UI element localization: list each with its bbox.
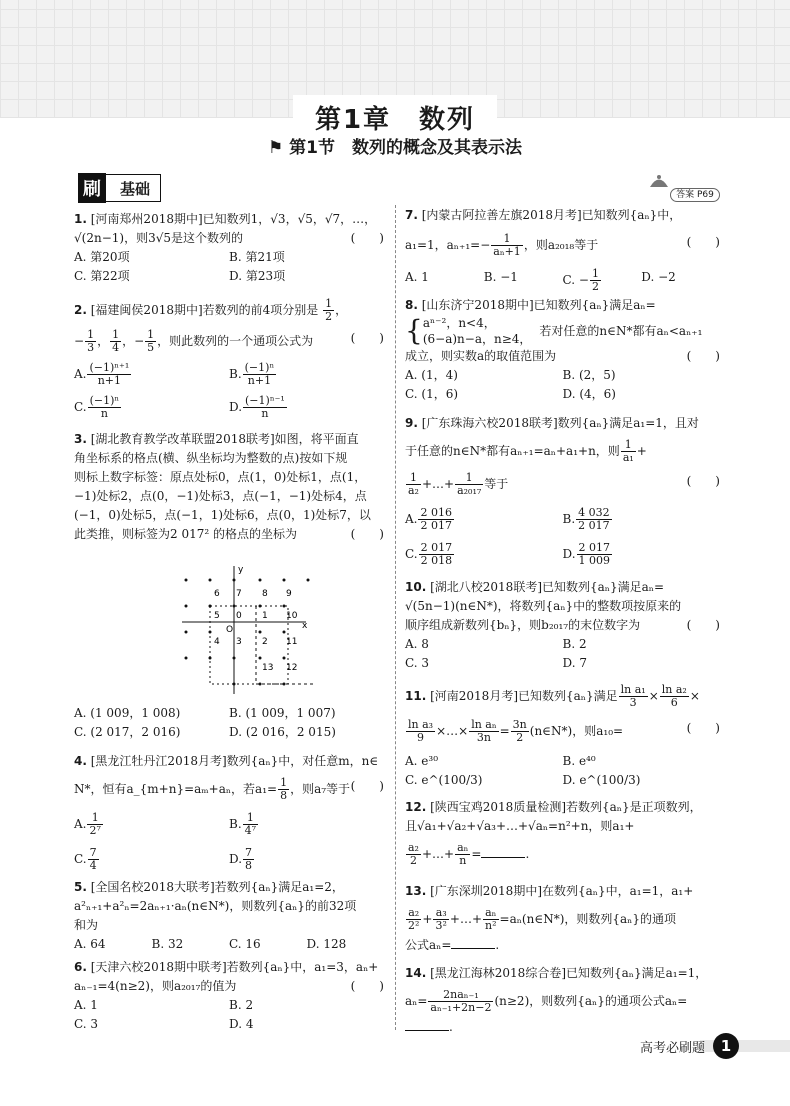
svg-text:O: O <box>226 625 234 635</box>
book-title: 高考必刷题 <box>640 1040 706 1056</box>
question-6: 6. [天津六校2018期中联考]若数列{aₙ}中，a₁=3，aₙ+ aₙ₋₁=4(n≥2)，则a₂₀₁₇的值为 ( ) A. 1 B. 2 C. 3 D. 4 <box>74 960 384 1031</box>
bell-icon <box>646 172 672 190</box>
question-1: 1. [河南郑州2018期中]已知数列1，√3，√5，√7，…， √(2n−1)，则3√5是这个数列的 ( ) A. 第20项 B. 第21项 C. 第22项 D. 第23项 <box>74 212 384 283</box>
chapter-title: 第1章 数列 <box>0 95 790 140</box>
badge-mark: 刷 <box>78 173 106 203</box>
question-13: 13. [广东深圳2018期中]在数列{aₙ}中，a₁=1，a₁+ $\frac{\text{a₂}}{\text{2²}}$ + $\frac{\text{a₃}}{\text{3²}}$ +…+ $\frac{\text{aₙ}}{\text{n²}}$ =aₙ(n∈N*)，则数列{aₙ}的通项 公式aₙ= . <box>405 884 694 952</box>
question-2: 2. [福建闽侯2018期中]若数列的前4项分别是 $\frac{1}{2}$ ， − $\frac{1}{3}$ ， $\frac{1}{4}$ ，− $\frac{1}{5}$ ，则此数列的一个通项公式为 ( ) A. $\frac{\text{(−1)ⁿ⁺¹}}{n+1}$ B. $\frac{\text{(−1)ⁿ}}{n+1}$ C. $\frac{\text{(−1)ⁿ}}{n}$ D. $\frac{\text{(−1)ⁿ⁻¹}}{n}$ <box>74 297 384 420</box>
question-9: 9. [广东珠海六校2018联考]数列{aₙ}满足a₁=1，且对 于任意的n∈N*都有aₙ₊₁=aₙ+a₁+n，则 $\frac{1}{\text{a₁}}$ + $\frac{1}{\text{a₂}}$ +…+ $\frac{1}{\text{a₂₀₁₇}}$ 等于 ( ) A. $\frac{2 016}{2 017}$ B. $\frac{4 032}{2 017}$ C. $\frac{2 017}{2 018}$ D. $\frac{2 017}{1 009}$ <box>405 416 720 567</box>
svg-text:7: 7 <box>236 589 242 599</box>
answer-reference: 答案 P69 <box>670 188 720 202</box>
question-7: 7. [内蒙古阿拉善左旗2018月考]已知数列{aₙ}中， a₁=1，aₙ₊₁=− $\frac{1}{\text{aₙ+1}}$ ，则a₂₀₁₈等于 ( ) A. 1 B. −1 C. − $\frac{1}{2}$ D. −2 <box>405 208 720 293</box>
page-footer <box>640 1032 739 1060</box>
svg-text:10: 10 <box>286 611 298 621</box>
question-3: 3. [湖北教育教学改革联盟2018联考]如图，将平面直 角坐标系的格点(横、纵坐标均为整数的点)按如下规 则标上数字标签：原点处标0，点(1，0)处标1，点(1， −1)处标2，点(0，−1)处标3，点(−1，−1)处标4，点 (−1，0)处标5，点(−1，1)处标6，点(0，1)处标7，以 此类推，则标签为2 017² 的格点的坐标为 ( ) x y O 0 1 2 3 4 5 6 7 8 9 10 11 12 13 A. (1 009，1 008) B. (1 009，1 007) C. (2 017，2 016) D. (2 016，2 015) <box>74 432 384 739</box>
flag-icon: ⚑ <box>268 138 284 158</box>
svg-text:y: y <box>238 565 244 575</box>
column-divider <box>395 205 396 1030</box>
svg-text:13: 13 <box>262 663 274 673</box>
answer-blank[interactable] <box>405 1030 449 1031</box>
question-8: 8. [山东济宁2018期中]已知数列{aₙ}满足aₙ= { aⁿ⁻²，n<4， (6−a)n−a，n≥4， 若对任意的n∈N*都有aₙ<aₙ₊₁ 成立，则实数a的取值范围为 ( ) A. (1，4) B. (2，5) C. (1，6) D. (4，6) <box>405 298 720 401</box>
svg-text:x: x <box>302 621 308 631</box>
page-number: 1 <box>713 1033 739 1059</box>
question-10: 10. [湖北八校2018联考]已知数列{aₙ}满足aₙ= √(5n−1)(n∈N*)，将数列{aₙ}中的整数项按原来的 顺序组成新数列{bₙ}，则b₂₀₁₇的末位数字为 ( ) A. 8 B. 2 C. 3 D. 7 <box>405 580 720 670</box>
svg-text:5: 5 <box>214 611 220 621</box>
svg-text:2: 2 <box>262 637 268 647</box>
question-14: 14. [黑龙江海林2018综合卷]已知数列{aₙ}满足a₁=1， aₙ= $\frac{\text{2naₙ₋₁}}{\text{aₙ₋₁+2n−2}}$ (n≥2)，则数列{aₙ}的通项公式aₙ= . <box>405 966 708 1034</box>
svg-text:3: 3 <box>236 637 242 647</box>
section-title: ⚑ 第1节 数列的概念及其表示法 <box>268 138 522 158</box>
svg-text:12: 12 <box>286 663 298 673</box>
question-4: 4. [黑龙江牡丹江2018月考]数列{aₙ}中，对任意m，n∈ N*，恒有a_{m+n}=aₘ+aₙ，若a₁= $\frac{1}{8}$ ，则a₇等于 ( ) A. $\frac{1}{\text{2⁷}}$ B. $\frac{1}{\text{4⁷}}$ C. $\frac{7}{4}$ D. $\frac{7}{8}$ <box>74 754 384 872</box>
svg-text:6: 6 <box>214 589 220 599</box>
question-11: 11. [河南2018月考]已知数列{aₙ}满足 $\frac{\text{ln a₁}}{3}$ × $\frac{\text{ln a₂}}{6}$ × $\frac{\text{ln a₃}}{9}$ ×…× $\frac{\text{ln aₙ}}{3n}$ = $\frac{3n}{2}$ (n∈N*)，则a₁₀= ( ) A. e³⁰ B. e⁴⁰ C. e^(100/3) D. e^(100/3) <box>405 683 720 787</box>
answer-blank[interactable] <box>451 948 495 949</box>
svg-text:11: 11 <box>286 637 298 647</box>
question-12: 12. [陕西宝鸡2018质量检测]若数列{aₙ}是正项数列， 且√a₁+√a₂+√a₃+…+√aₙ=n²+n，则a₁+ $\frac{\text{a₂}}{2}$ +…+ $\frac{\text{aₙ}}{n}$ = . <box>405 800 702 867</box>
svg-text:9: 9 <box>286 589 292 599</box>
svg-text:4: 4 <box>214 637 220 647</box>
question-5: 5. [全国名校2018大联考]若数列{aₙ}满足a₁=2， a²ₙ₊₁+a²ₙ=2aₙ₊₁·aₙ(n∈N*)，则数列{aₙ}的前32项 和为 A. 64 B. 32 C. 16 D. 128 <box>74 880 357 951</box>
answer-blank[interactable] <box>481 857 525 858</box>
basic-badge <box>78 174 161 202</box>
svg-text:8: 8 <box>262 589 268 599</box>
svg-text:1: 1 <box>262 611 268 621</box>
lattice-figure <box>74 558 384 698</box>
svg-text:0: 0 <box>236 611 242 621</box>
badge-label: 基础 <box>106 174 161 202</box>
